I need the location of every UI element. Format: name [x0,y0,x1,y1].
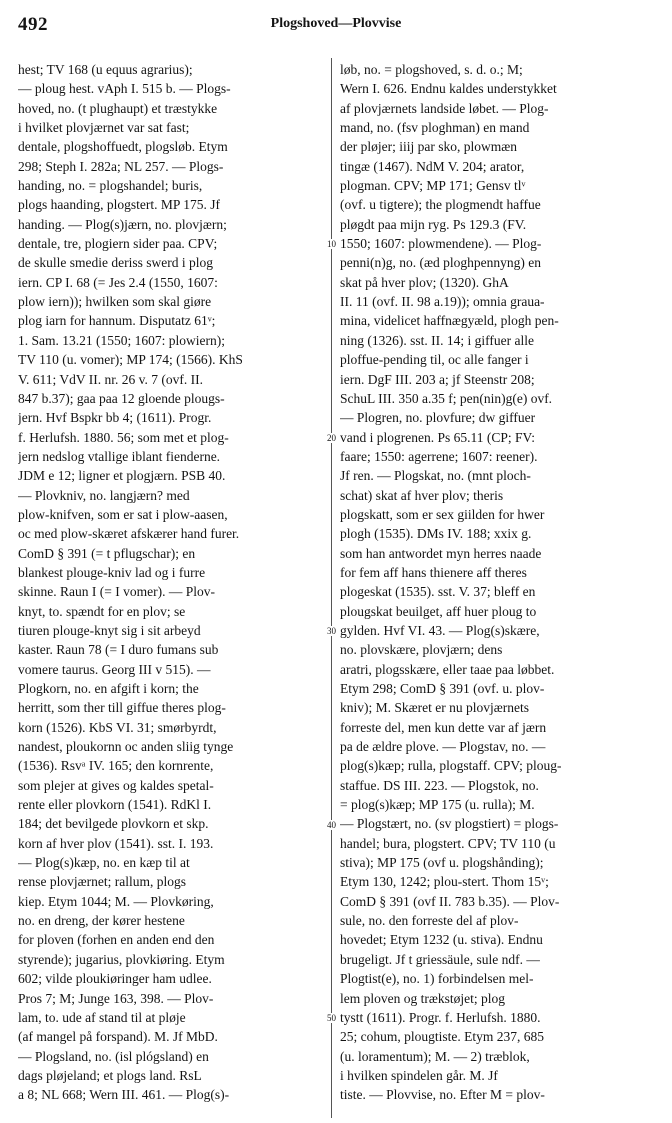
page-number: 492 [18,14,48,35]
text-line: korn af hver plov (1541). sst. I. 193. [18,835,214,851]
text-line: handing, no. = plogshandel; buris, [18,178,203,194]
text-line: penni(n)g, no. (æd ploghpennyng) en [340,255,541,271]
text-line: V. 611; VdV II. nr. 26 v. 7 (ovf. II. [18,371,203,387]
text-line: Pros 7; M; Junge 163, 398. — Plov- [18,990,214,1006]
text-line: Etym 130, 1242; plou-stert. Thom 15ᵛ; [340,874,549,890]
text-line: staffue. DS III. 223. — Plogstok, no. [340,777,539,793]
text-line: 184; det bevilgede plovkorn et skp. [18,816,209,832]
text-line: aratri, plogsskære, eller taae paa løbbet. [340,661,555,677]
text-line: Plogkorn, no. en afgift i korn; the [18,681,199,696]
text-line: stiva); MP 175 (ovf u. plogshånding); [340,855,544,871]
text-line: blankest plouge-kniv lad og i furre [18,564,206,580]
text-line: plog iarn for hannum. Disputatz 61ᵛ; [18,313,216,329]
text-line: som han antwordet myn herres naade [340,545,542,561]
right-column [340,60,656,1105]
text-line: schat) skat af hver plov; theris [340,487,504,503]
text-line: herritt, som ther till giffue theres plog- [18,700,226,716]
text-line: — Plogren, no. plovfure; dw giffuer [340,410,536,426]
text-line: plog(s)kæp; rulla, plogstaff. CPV; ploug- [340,758,562,774]
text-line: hoved, no. (t plughaupt) et træstykke [18,100,218,116]
text-line: plogs haanding, plogstert. MP 175. Jf [18,197,220,213]
text-line: dags pløjeland; et plogs land. RsL [18,1067,202,1083]
text-line: plogman. CPV; MP 171; Gensv tlᵛ [340,178,526,194]
text-line: (u. loramentum); M. — 2) træblok, [340,1048,530,1064]
text-line: oc med plow-skæret afskærer hand furer. [18,526,240,542]
line-number: 20 [327,432,336,443]
text-line: forreste del, men kun dette var af jærn [340,719,547,735]
text-line: plogh (1535). DMs IV. 188; xxix g. [340,526,532,542]
text-line: de skulle smedie deriss swerd i plog [18,255,213,271]
line-number: 10 [327,239,336,250]
text-line: dentale, plogshoffuedt, plogsløb. Etym [18,139,228,155]
text-line: — Plogstært, no. (sv plogstiert) = plogs- [340,816,559,832]
text-line: SchuL III. 350 a.35 f; pen(nin)g(e) ovf. [340,390,553,406]
text-line: ploffue-pending til, oc alle fanger i [340,352,529,368]
running-title: Plogshoved—Plovvise [270,16,402,31]
text-line: skinne. Raun I (= I vomer). — Plov- [18,584,215,600]
line-number: 50 [327,1013,336,1024]
text-line: 847 b.37); gaa paa 12 gloende plougs- [18,390,225,406]
text-line: i hvilket plovjærnet var sat fast; [18,120,190,136]
text-line: vomere taurus. Georg III v 515). — [18,661,211,677]
text-line: handing. — Plog(s)jærn, no. plovjærn; [18,216,227,232]
text-line: af plovjærnets landside løbet. — Plog- [340,100,549,116]
text-line: — Plogsland, no. (isl plógsland) en [18,1048,209,1064]
text-line: der pløjer; iiij par sko, plowmæn [340,139,517,155]
text-line: hovedet; Etym 1232 (u. stiva). Endnu [340,932,543,948]
text-line: no. en dreng, der kører hestene [18,913,185,929]
text-line: jern nedslog vtallige iblant fienderne. [18,448,221,464]
text-line: sule, no. den forreste del af plov- [340,913,519,929]
text-line: handel; bura, plogstert. CPV; TV 110 (u [340,835,556,851]
text-line: (1536). Rsvᵃ IV. 165; den kornrente, [18,758,214,774]
left-column [18,60,334,1105]
text-line: vand i plogrenen. Ps 65.11 (CP; FV: [340,429,535,445]
page-header [18,14,654,36]
text-line: dentale, tre, plogiern sider paa. CPV; [18,236,218,252]
text-line: tystt (1611). Progr. f. Herlufsh. 1880. [340,1009,541,1025]
text-line: Wern I. 626. Endnu kaldes understykket [340,81,557,97]
text-line: 1550; 1607: plowmendene). — Plog- [340,236,542,252]
text-line: plow-knifven, som er sat i plow-aasen, [18,506,228,522]
text-line: = plog(s)kæp; MP 175 (u. rulla); M. [340,797,535,813]
text-line: iern. CP I. 68 (= Jes 2.4 (1550, 1607: [18,274,218,290]
text-line: — Plovkniv, no. langjærn? med [18,487,190,503]
text-line: for ploven (forhen en anden end den [18,932,215,948]
text-line: — ploug hest. vAph I. 515 b. — Plogs- [18,81,231,97]
text-line: tiuren plouge-knyt sig i sit arbeyd [18,622,201,638]
text-line: TV 110 (u. vomer); MP 174; (1566). KhS [18,352,243,368]
text-line: korn (1526). KbS VI. 31; smørbyrdt, [18,719,217,735]
text-line: tiste. — Plovvise, no. Efter M = plov- [340,1087,545,1103]
text-line: plow iern)); hwilken som skal giøre [18,294,212,310]
text-line: f. Herlufsh. 1880. 56; som met et plog- [18,429,229,445]
text-line: styrende); jugarius, plovkiøring. Etym [18,951,225,967]
text-line: plougskat beuilget, aff huer ploug to [340,603,537,619]
text-line: faare; 1550: agerrene; 1607: reener). [340,448,538,464]
text-line: no. plovskære, plovjærn; dens [340,642,503,658]
text-line: JDM e 12; ligner et plogjærn. PSB 40. [18,468,226,484]
line-number: 30 [327,626,336,637]
text-line: kaster. Raun 78 (= I duro fumans sub [18,642,219,658]
text-line: som plejer at gives og kaldes spetal- [18,777,214,793]
text-line: plogeskat (1535). sst. V. 37; bleff en [340,584,536,600]
text-line: (af mangel på forspand). M. Jf MbD. [18,1029,218,1045]
text-line: (ovf. u tigtere); the plogmendt haffue [340,197,541,213]
line-number: 40 [327,819,336,830]
text-line: rense plovjærnet; rallum, plogs [18,874,186,890]
text-line: gylden. Hvf VI. 43. — Plog(s)skære, [340,622,540,638]
text-line: Plogtist(e), no. 1) forbindelsen mel- [340,971,534,987]
text-line: nandest, ploukornn oc anden sliig tynge [18,739,234,755]
text-line: a 8; NL 668; Wern III. 461. — Plog(s)- [18,1087,230,1103]
text-line: 602; vilde ploukiøringer ham udlee. [18,971,212,987]
text-line: løb, no. = plogshoved, s. d. o.; M; [340,62,523,77]
text-line: ComD § 391 (ovf II. 783 b.35). — Plov- [340,893,560,909]
text-line: for fem aff hans thienere aff theres [340,564,527,580]
text-line: plogskatt, som er sex giilden for hwer [340,506,545,522]
text-line: kiep. Etym 1044; M. — Plovkøring, [18,893,214,909]
text-line: skat på hver plov; (1320). GhA [340,274,509,290]
text-line: tingæ (1467). NdM V. 204; arator, [340,158,525,174]
text-line: kniv); M. Skæret er nu plovjærnets [340,700,529,716]
text-line: lem ploven og trækstøjet; plog [340,990,505,1006]
text-line: lam, to. ude af stand til at pløje [18,1009,186,1025]
text-line: ning (1326). sst. II. 14; i giffuer alle [340,332,534,348]
text-line: rente eller plovkorn (1541). RdKl I. [18,797,212,813]
text-line: pløgdt paa mijn ryg. Ps 129.3 (FV. [340,216,527,232]
text-line: iern. DgF III. 203 a; jf Steenstr 208; [340,371,535,387]
text-line: 298; Steph I. 282a; NL 257. — Plogs- [18,158,224,174]
text-line: pa de ældre plove. — Plogstav, no. — [340,739,546,755]
text-line: mina, videlicet haffnægyæld, plogh pen- [340,313,559,329]
text-line: Etym 298; ComD § 391 (ovf. u. plov- [340,681,545,696]
text-line: 25; cohum, plougtiste. Etym 237, 685 [340,1029,544,1045]
text-line: II. 11 (ovf. II. 98 a.19)); omnia graua- [340,294,545,310]
text-line: hest; TV 168 (u equus agrarius); [18,62,193,77]
text-line: 1. Sam. 13.21 (1550; 1607: plowiern); [18,332,225,348]
text-line: — Plog(s)kæp, no. en kæp til at [18,855,190,871]
text-line: i hvilken spindelen går. M. Jf [340,1067,498,1083]
text-line: brugeligt. Jf t griessäule, sule ndf. — [340,951,540,967]
text-line: mand, no. (fsv ploghman) en mand [340,120,530,136]
text-line: jern. Hvf Bspkr bb 4; (1611). Progr. [18,410,212,426]
text-line: Jf ren. — Plogskat, no. (mnt ploch- [340,468,531,484]
text-line: ComD § 391 (= t pflugschar); en [18,545,196,561]
text-line: knyt, to. spændt for en plov; se [18,603,186,619]
